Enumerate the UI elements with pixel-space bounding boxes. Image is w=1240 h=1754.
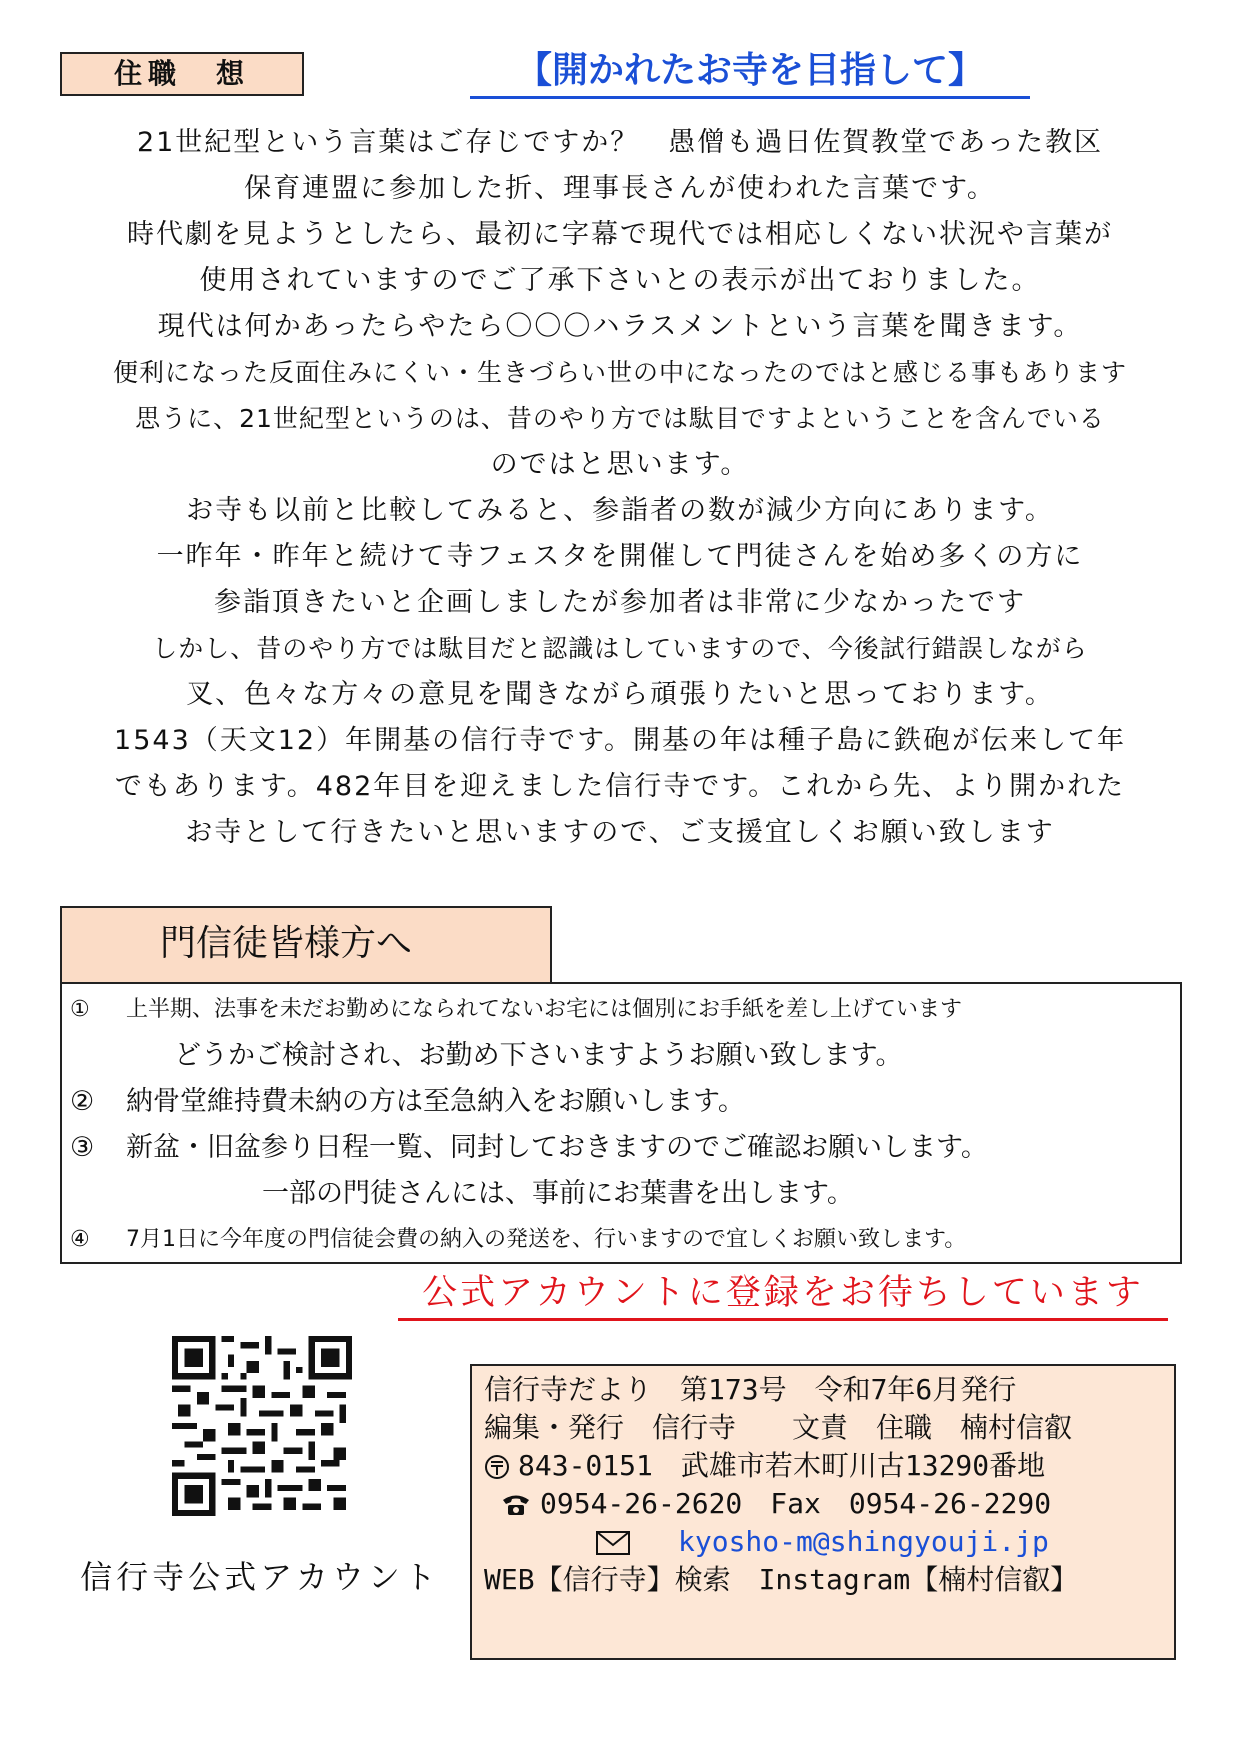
telephone-icon — [500, 1492, 532, 1518]
column-label: 住職 想 — [60, 52, 304, 96]
essay-line: 叉、色々な方々の意見を聞きながら頑張りたいと思っております。 — [186, 679, 1054, 710]
phone-line — [500, 1486, 1051, 1522]
email-line — [596, 1524, 1049, 1560]
essay-line: 便利になった反面住みにくい・生きづらい世の中になったのではと感じる事もあります — [112, 358, 1127, 387]
essay-line: でもあります。482年目を迎えました信行寺です。これから先、より開かれた — [114, 771, 1126, 802]
notice-number: ① — [70, 997, 90, 1022]
email-address[interactable]: kyosho-m@shingyouji.jp — [678, 1525, 1049, 1558]
notice-number: ③ — [70, 1132, 95, 1163]
essay-line: 保育連盟に参加した折、理事長さんが使われた言葉です。 — [244, 173, 996, 204]
newsletter-info-box — [470, 1364, 1176, 1660]
essay-line: 時代劇を見ようとしたら、最初に字幕で現代では相応しくない状況や言葉が — [127, 219, 1113, 250]
essay-line: お寺も以前と比較してみると、参詣者の数が減少方向にあります。 — [186, 495, 1054, 526]
essay-line: 一昨年・昨年と続けて寺フェスタを開催して門徒さんを始め多くの方に — [156, 541, 1084, 572]
notice-item-1-continued: どうかご検討され、お勤め下さいますようお願い致します。 — [174, 1040, 903, 1071]
notice-item-3-continued: 一部の門徒さんには、事前にお葉書を出します。 — [262, 1178, 854, 1209]
essay-body — [60, 120, 1180, 856]
phone-text: 0954-26-2620 Fax 0954-26-2290 — [540, 1487, 1052, 1520]
essay-line: 21世紀型という言葉はご存じですか？ 愚僧も過日佐賀教堂であった教区 — [136, 127, 1104, 158]
essay-line: しかし、昔のやり方では駄目だと認識はしていますので、今後試行錯誤しながら — [152, 634, 1088, 663]
notice-item-4 — [70, 1218, 966, 1262]
essay-line: お寺として行きたいと思いますので、ご支援宜しくお願い致します — [185, 817, 1055, 848]
essay-line: のではと思います。 — [490, 449, 750, 480]
editor-line: 編集・発行 信行寺 文責 住職 楠村信叡 — [484, 1411, 1073, 1444]
issue-line: 信行寺だより 第173号 令和7年6月発行 — [484, 1373, 1017, 1406]
notice-title: 門信徒皆様方へ — [60, 906, 552, 982]
notice-number: ④ — [70, 1227, 90, 1252]
postal-mark-icon — [484, 1454, 510, 1480]
web-line: WEB【信行寺】検索 Instagram【楠村信叡】 — [484, 1563, 1079, 1596]
notice-text: 新盆・旧盆参り日程一覧、同封しておきますのでご確認お願いします。 — [126, 1132, 988, 1163]
notice-item-2 — [70, 1080, 745, 1124]
notice-item-3 — [70, 1126, 988, 1170]
address-text: 843-0151 武雄市若木町川古13290番地 — [518, 1449, 1046, 1482]
qr-code-icon[interactable] — [172, 1336, 352, 1516]
envelope-icon — [596, 1531, 630, 1555]
article-headline: 【開かれたお寺を目指して】 — [470, 46, 1030, 99]
qr-caption: 信行寺公式アカウント — [80, 1558, 440, 1596]
notice-text: 7月1日に今年度の門信徒会費の納入の発送を、行いますので宜しくお願い致します。 — [126, 1227, 967, 1252]
official-account-banner: 公式アカウントに登録をお待ちしています — [398, 1270, 1168, 1321]
notice-text: 上半期、法事を未だお勤めになられてないお宅には個別にお手紙を差し上げています — [126, 997, 963, 1022]
essay-line: 思うに、21世紀型というのは、昔のやり方では駄目ですよということを含んでいる — [135, 404, 1105, 433]
essay-line: 1543（天文12）年開基の信行寺です。開基の年は種子島に鉄砲が伝来して年 — [114, 725, 1126, 756]
essay-line: 現代は何かあったらやたら〇〇〇ハラスメントという言葉を聞きます。 — [157, 311, 1083, 342]
address-line — [484, 1448, 1045, 1484]
notice-text: 納骨堂維持費未納の方は至急納入をお願いします。 — [126, 1086, 745, 1117]
notice-number: ② — [70, 1086, 95, 1117]
notice-item-1 — [70, 988, 962, 1032]
notice-list — [60, 982, 1182, 1264]
essay-line: 参詣頂きたいと企画しましたが参加者は非常に少なかったです — [214, 587, 1026, 618]
essay-line: 使用されていますのでご了承下さいとの表示が出ておりました。 — [199, 265, 1041, 296]
